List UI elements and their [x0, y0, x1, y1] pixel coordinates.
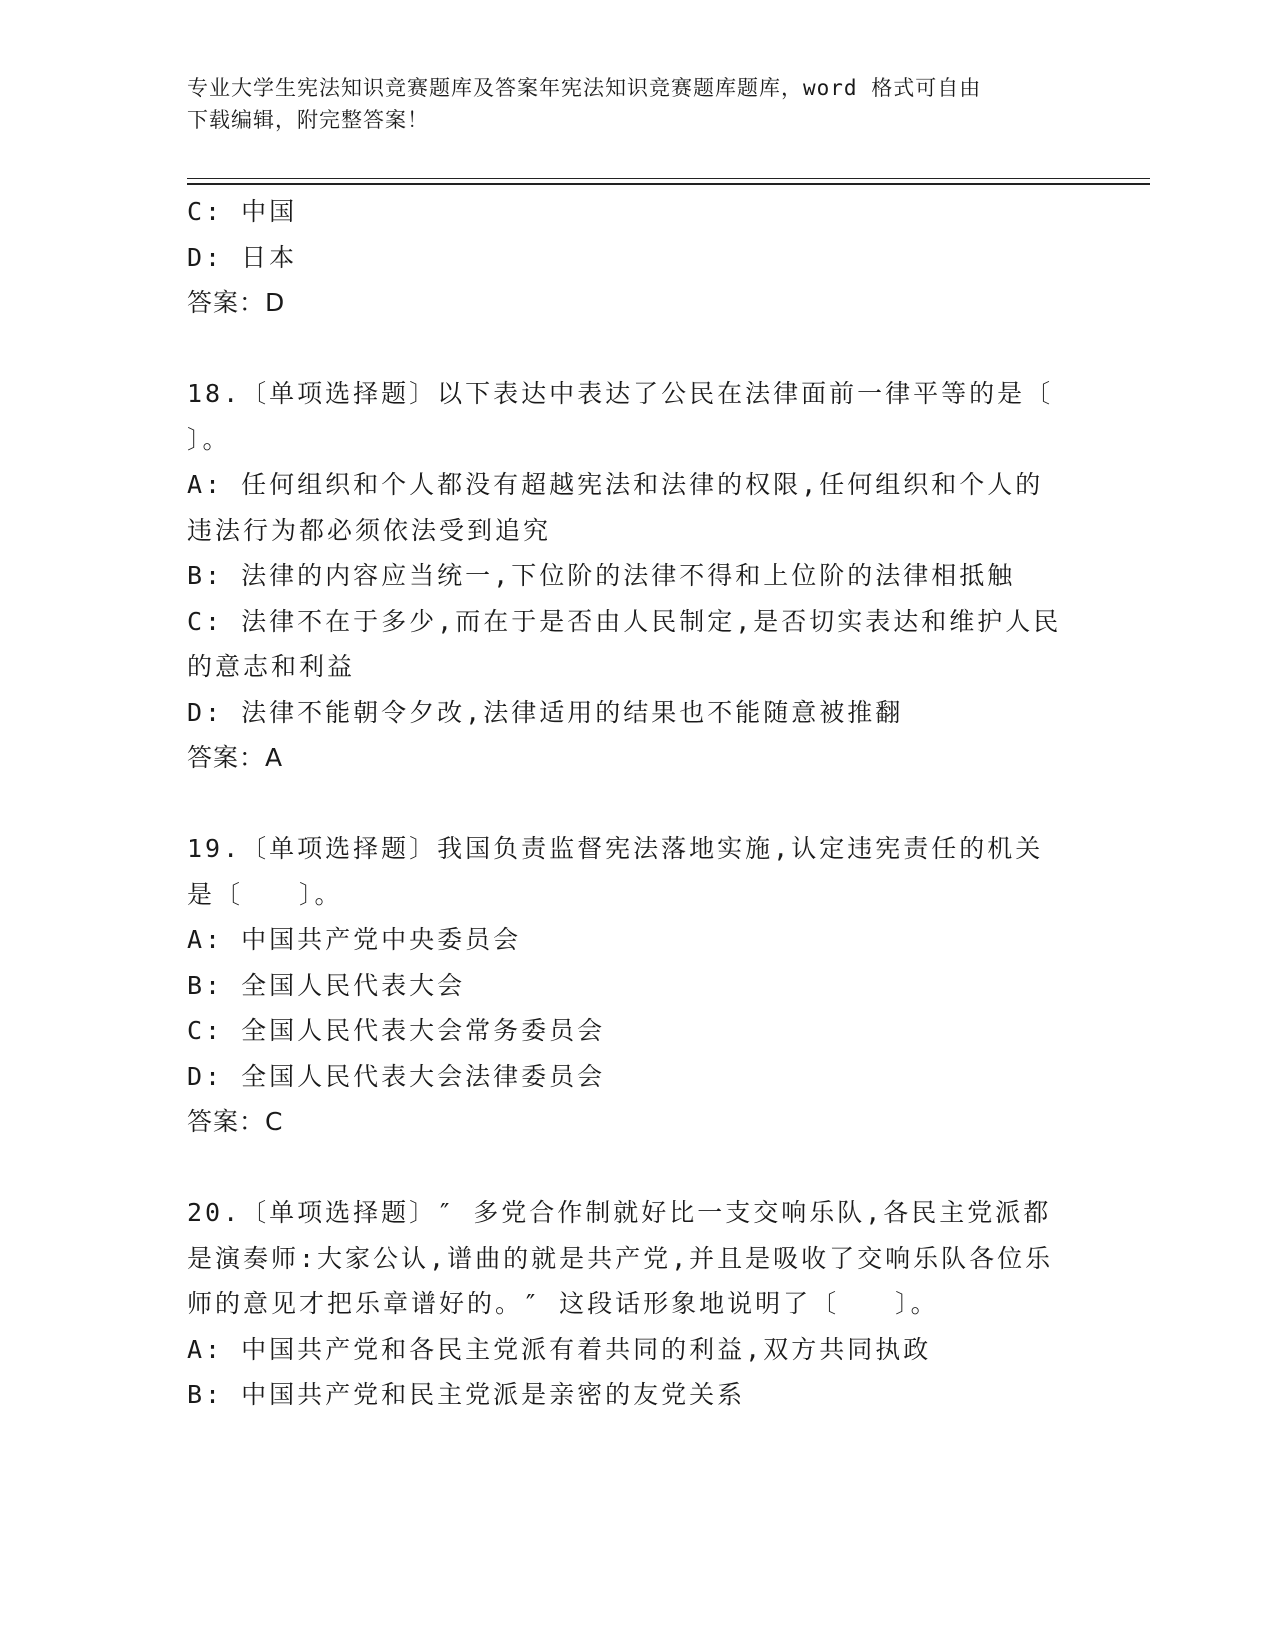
header-line-1: 专业大学生宪法知识竞赛题库及答案年宪法知识竞赛题库题库，word 格式可自由 — [187, 76, 982, 100]
question-stem-cont: 是演奏师:大家公认,谱曲的就是共产党,并且是吸收了交响乐队各位乐 — [187, 1243, 1054, 1273]
option-d: D: 法律不能朝令夕改,法律适用的结果也不能随意被推翻 — [187, 697, 904, 727]
option-b: B: 法律的内容应当统一,下位阶的法律不得和上位阶的法律相抵触 — [187, 561, 1016, 590]
header-line-2: 下载编辑，附完整答案！ — [187, 108, 429, 132]
document-header — [187, 72, 1087, 136]
option-c: C: 中国 — [187, 197, 298, 226]
option-c: C: 法律不在于多少,而在于是否由人民制定,是否切实表达和维护人民 — [187, 606, 1062, 636]
option-a: A: 中国共产党中央委员会 — [187, 925, 522, 954]
answer: 答案：C — [187, 1107, 284, 1136]
option-d: D: 日本 — [187, 242, 298, 272]
option-c: C: 全国人民代表大会常务委员会 — [187, 1016, 606, 1045]
question-20 — [187, 1190, 1087, 1418]
option-a: A: 任何组织和个人都没有超越宪法和法律的权限,任何组织和个人的 — [187, 470, 1044, 499]
option-d: D: 全国人民代表大会法律委员会 — [187, 1061, 606, 1091]
option-b: B: 中国共产党和民主党派是亲密的友党关系 — [187, 1380, 746, 1409]
answer: 答案：D — [187, 288, 286, 317]
option-b: B: 全国人民代表大会 — [187, 970, 466, 1000]
question-18 — [187, 371, 1087, 781]
option-a: A: 中国共产党和各民主党派有着共同的利益,双方共同执政 — [187, 1334, 932, 1364]
answer: 答案：A — [187, 743, 284, 772]
question-stem: 20.〔单项选择题〕″ 多党合作制就好比一支交响乐队,各民主党派都 — [187, 1198, 1052, 1227]
question-stem-cont: 〕。 — [187, 424, 231, 454]
option-a-cont: 违法行为都必须依法受到追究 — [187, 515, 552, 545]
question-19 — [187, 826, 1087, 1145]
spacer — [187, 326, 1087, 372]
header-divider-thin — [187, 178, 1150, 179]
question-17-tail — [187, 189, 1087, 326]
question-stem: 19.〔单项选择题〕我国负责监督宪法落地实施,认定违宪责任的机关 — [187, 834, 1044, 863]
option-c-cont: 的意志和利益 — [187, 652, 356, 681]
question-stem-cont: 师的意见才把乐章谱好的。″ 这段话形象地说明了〔 〕。 — [187, 1289, 939, 1318]
spacer — [187, 781, 1087, 827]
spacer — [187, 1145, 1087, 1191]
question-stem-cont: 是〔 〕。 — [187, 879, 343, 909]
question-list — [187, 189, 1087, 1418]
header-divider-thick — [187, 183, 1150, 185]
question-stem: 18.〔单项选择题〕以下表达中表达了公民在法律面前一律平等的是〔 — [187, 379, 1054, 408]
